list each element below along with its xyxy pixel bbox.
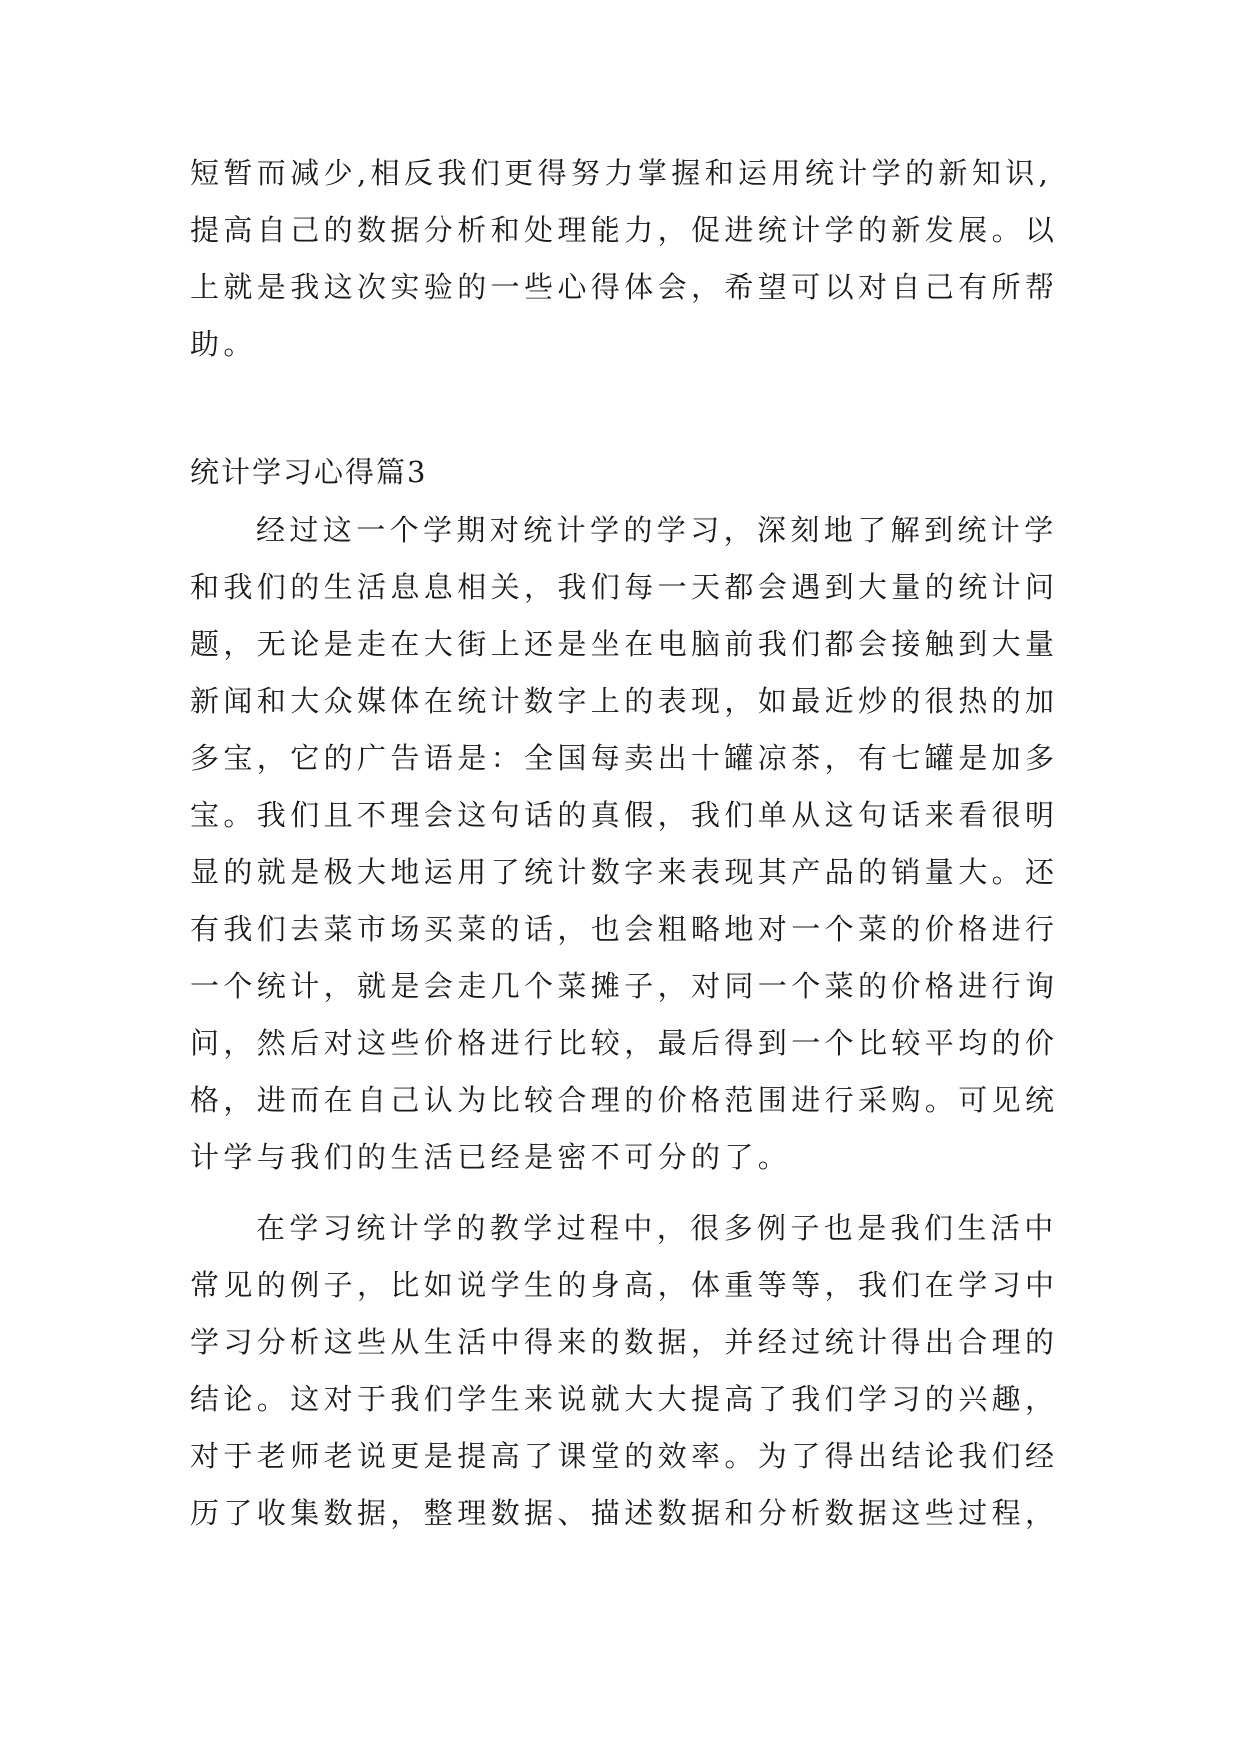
text-line: 新闻和大众媒体在统计数字上的表现，如最近炒的很热的加 [190, 684, 1059, 718]
text-line: 历了收集数据，整理数据、描述数据和分析数据这些过程， [190, 1496, 1059, 1530]
text-line: 助。 [190, 327, 257, 361]
text-line: 和我们的生活息息相关，我们每一天都会遇到大量的统计问 [190, 570, 1059, 604]
text-line: 显的就是极大地运用了统计数字来表现其产品的销量大。还 [190, 855, 1059, 889]
text-line: 结论。这对于我们学生来说就大大提高了我们学习的兴趣， [190, 1382, 1059, 1416]
text-line: 对于老师老说更是提高了课堂的效率。为了得出结论我们经 [190, 1439, 1059, 1473]
text-line: 问，然后对这些价格进行比较，最后得到一个比较平均的价 [190, 1026, 1059, 1060]
text-line: 学习分析这些从生活中得来的数据，并经过统计得出合理的 [190, 1325, 1059, 1359]
text-line: 在学习统计学的教学过程中，很多例子也是我们生活中 [256, 1211, 1058, 1245]
text-line: 上就是我这次实验的一些心得体会，希望可以对自己有所帮 [190, 270, 1059, 304]
text-line: 计学与我们的生活已经是密不可分的了。 [190, 1140, 792, 1174]
text-line: 常见的例子，比如说学生的身高，体重等等，我们在学习中 [190, 1268, 1059, 1302]
text-line: 多宝，它的广告语是：全国每卖出十罐凉茶，有七罐是加多 [190, 741, 1059, 775]
text-line: 一个统计，就是会走几个菜摊子，对同一个菜的价格进行询 [190, 969, 1059, 1003]
text-line: 经过这一个学期对统计学的学习，深刻地了解到统计学 [256, 513, 1058, 547]
section-title: 统计学习心得篇3 [190, 455, 428, 489]
text-line: 提高自己的数据分析和处理能力，促进统计学的新发展。以 [190, 213, 1059, 247]
text-line: 有我们去菜市场买菜的话，也会粗略地对一个菜的价格进行 [190, 912, 1059, 946]
text-line: 题，无论是走在大街上还是坐在电脑前我们都会接触到大量 [190, 627, 1059, 661]
text-line: 宝。我们且不理会这句话的真假，我们单从这句话来看很明 [190, 798, 1059, 832]
text-line: 短暂而减少,相反我们更得努力掌握和运用统计学的新知识, [190, 156, 1053, 190]
text-line: 格，进而在自己认为比较合理的价格范围进行采购。可见统 [190, 1083, 1059, 1117]
